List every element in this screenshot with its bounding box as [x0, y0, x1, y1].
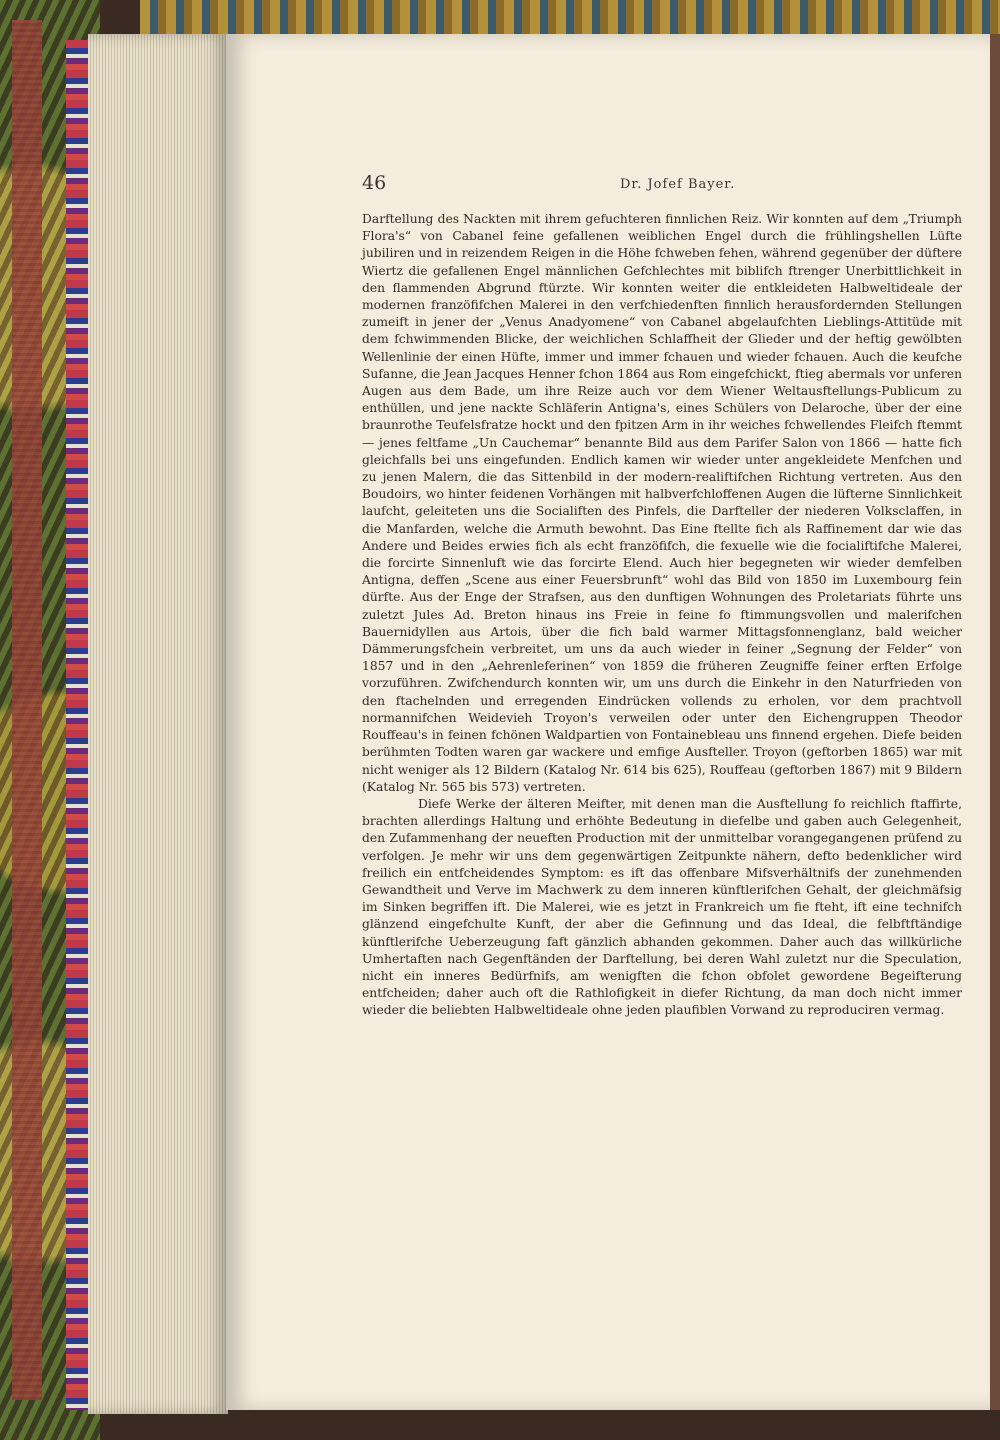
running-head: [362, 172, 974, 198]
paragraph: Diefe Werke der älteren Meifter, mit denen man die Ausftellung fo reichlich ftaffirte, brachten allerdings Haltung und erhöhte Bedeutung in diefelbe und gaben auch Gelegenheit, den Zufammenhang der neueften Production mit der unmittelbar vorangegangenen prüfend zu verfolgen. Je mehr wir uns dem gegenwärtigen Zeitpunkte nähern, defto bedenklicher wird freilich ein entfcheidendes Symptom: es ift das offenbare Mifsverhältnifs der zunehmenden Gewandtheit und Verve im Machwerk zu dem inneren künftlerifchen Gehalt, der gleichmäfsig im Sinken begriffen ift. Die Malerei, wie es jetzt in Frankreich um fie fteht, ift eine technifch glänzend eingefchulte Kunft, der aber die Gefinnung und das Ideal, die felbftftändige künftlerifche Ueberzeugung faft gänzlich abhanden gekommen. Daher auch das willkürliche Umhertaften nach Gegenftänden der Darftellung, bei deren Wahl zuletzt nur die Speculation, nicht ein inneres Bedürfnifs, am wenigften die fchon obfolet gewordene Begeifterung entfcheiden; daher auch oft die Rathlofigkeit in diefer Richtung, da man doch nicht immer wieder die beliebten Halbweltideale ohne jeden plaufiblen Vorwand zu reproduciren vermag.: [362, 796, 962, 1018]
body-text: [362, 211, 962, 1020]
stacked-page-edges: [88, 34, 228, 1414]
running-title: Dr. Jofef Bayer.: [620, 177, 736, 192]
page-number: 46: [362, 172, 387, 194]
top-marbled-strip: [140, 0, 1000, 36]
right-cover-edge: [990, 34, 1000, 1410]
book-cover-edge: [12, 20, 42, 1400]
paragraph: Darftellung des Nackten mit ihrem gefuchteren finnlichen Reiz. Wir konnten auf dem „Triumph Flora's“ von Cabanel feine gefallenen weiblichen Engel durch die frühlingshellen Lüfte jubiliren und in reizendem Reigen in die Höhe fchweben fehen, während gegenüber der düftere Wiertz die gefallenen Engel männlichen Gefchlechtes mit biblifch ftrenger Unerbittlichkeit in den flammenden Abgrund ftürzte. Wir konnten weiter die entkleideten Halbweltideale der modernen franzöfifchen Malerei in den verfchiedenften finnlich herausfordernden Stellungen zumeift in jener der „Venus Anadyomene“ von Cabanel abgelaufchten Lieblings-Attitüde mit dem fchwimmenden Blicke, der weichlichen Schlaffheit der Glieder und der heftig gewölbten Wellenlinie der einen Hüfte, immer und immer fchauen und wieder fchauen. Auch die keufche Sufanne, die Jean Jacques Henner fchon 1864 aus Rom eingefchickt, ftieg abermals vor unferen Augen aus dem Bade, um ihre Reize auch vor dem Wiener Weltausftellungs-Publicum zu enthüllen, und jene nackte Schläferin Antigna's, eines Schülers von Delaroche, über der eine braunrothe Teufelsfratze hockt und den fpitzen Arm in ihr weiches fchwellendes Fleifch ftemmt — jenes feltfame „Un Cauchemar“ benannte Bild aus dem Parifer Salon von 1866 — hatte fich gleichfalls bei uns eingefunden. Endlich kamen wir wieder unter angekleidete Menfchen und zu jenen Malern, die das Sittenbild in der modern-realiftifchen Richtung vertreten. Aus den Boudoirs, wo hinter feidenen Vorhängen mit halbverfchloffenen Augen die lüfterne Sinnlichkeit laufcht, geleiteten uns die Socialiften des Pinfels, die Darfteller der niederen Volksclaffen, in die Manfarden, welche die Armuth bewohnt. Das Eine ftellte fich als Raffinement dar wie das Andere und Beides erwies fich als echt franzöfifch, die fexuelle wie die focialiftifche Malerei, die forcirte Sinnenluft wie das forcirte Elend. Auch hier begegneten wir wieder demfelben Antigna, deffen „Scene aus einer Feuersbrunft“ wohl das Bild von 1850 im Luxembourg fein dürfte. Aus der Enge der Strafsen, aus den dunftigen Wohnungen des Proletariats führte uns zuletzt Jules Ad. Breton hinaus ins Freie in feine fo ftimmungsvollen und malerifchen Bauernidyllen aus Artois, über die fich bald warmer Mittagsfonnenglanz, bald weicher Dämmerungsfchein verbreitet, um uns da auch wieder in feiner „Segnung der Felder“ von 1857 und in den „Aehrenleferinen“ von 1859 die früheren Zeugniffe feiner erften Erfolge vorzuführen. Zwifchendurch konnten wir, um uns durch die Einkehr in den Naturfrieden von den ftachelnden und erregenden Eindrücken vollends zu erholen, vor dem prachtvoll normannifchen Weidevieh Troyon's verweilen oder unter den Eichengruppen Theodor Rouffeau's in feinen fchönen Waldpartien von Fontainebleau uns finnend ergehen. Diefe beiden berühmten Todten waren gar wackere und emfige Ausfteller. Troyon (geftorben 1865) war mit nicht weniger als 12 Bildern (Katalog Nr. 614 bis 625), Rouffeau (geftorben 1867) mit 9 Bildern (Katalog Nr. 565 bis 573) vertreten.: [362, 212, 962, 794]
